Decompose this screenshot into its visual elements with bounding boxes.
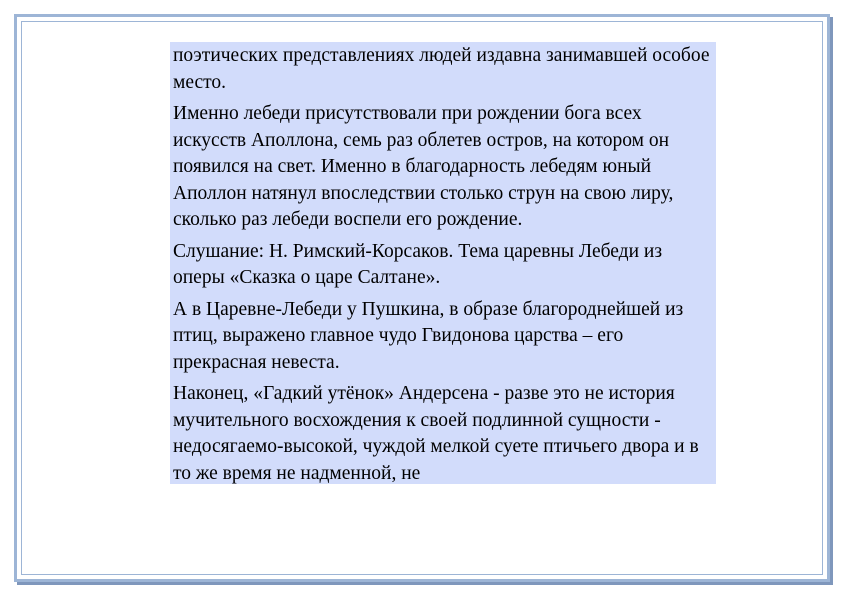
paragraph-apollo: Именно лебеди присутствовали при рождении бога всех искусств Аполлона, семь раз облетев остров, на котором он появился на свет. Именно в благодарность лебедям юный Аполлон натянул впоследствии столько струн на свою лиру, сколько раз лебеди воспели его рождение. <box>173 103 674 230</box>
text-block <box>170 42 716 484</box>
paragraph-listening: Слушание: Н. Римский-Корсаков. Тема царевны Лебеди из оперы «Сказка о царе Салтане». <box>173 240 663 288</box>
paragraph-andersen: Наконец, «Гадкий утёнок» Андерсена - разве это не история мучительного восхождения к своей подлинной сущности - недосягаемо-высокой, чуждой мелкой суете птичьего двора и в то же время не надменной, не <box>173 383 699 484</box>
paragraph-intro-end: поэтических представлениях людей издавна занимавшей особое место. <box>173 45 710 93</box>
paragraph-pushkin: А в Царевне-Лебеди у Пушкина, в образе благороднейшей из птиц, выражено главное чудо Гвидонова царства – его прекрасная невеста. <box>173 298 684 373</box>
